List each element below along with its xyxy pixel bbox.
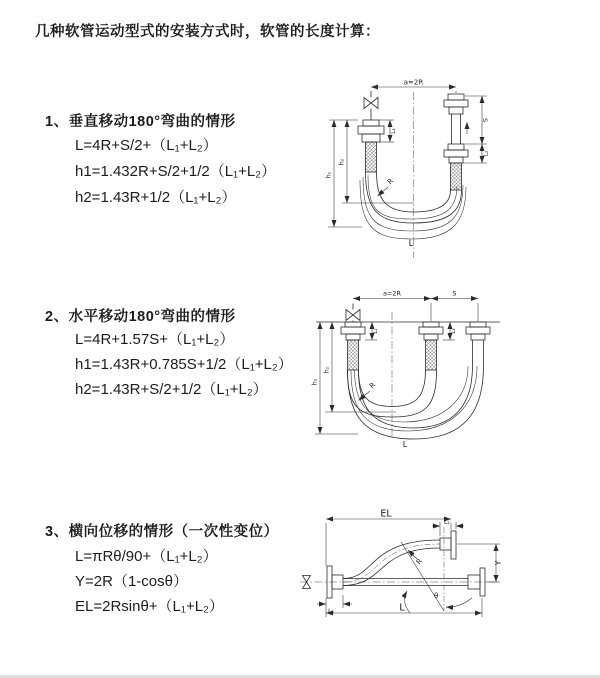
dim-label-l2: L₂: [482, 150, 490, 157]
right-pipe-fitting: [466, 322, 490, 366]
braided-hose-left: [366, 142, 377, 172]
dim-l: [326, 598, 482, 617]
dim-label-s: S: [452, 289, 457, 298]
dim-label-h1: h₁: [325, 171, 333, 179]
valve-icon: [364, 91, 378, 120]
dim-label-s: S: [481, 117, 490, 123]
braided-hose-right: [451, 163, 462, 190]
section-1-formula-L: L=4R+S/2+（L₁+L₂）: [75, 137, 218, 154]
section-2-formula-h1: h1=1.43R+0.785S+1/2（L₁+L₂）: [75, 356, 293, 373]
dim-label-l1: L₁: [373, 328, 379, 334]
section-1-formula-h1: h1=1.432R+S/2+1/2（L₁+L₂）: [75, 163, 277, 180]
left-pipe-fitting: [358, 120, 384, 172]
braided-hose-middle: [426, 340, 437, 370]
dim-el: [326, 509, 451, 567]
vertical-bend-diagram: [316, 72, 516, 262]
dim-label-theta: θ: [434, 592, 439, 600]
dim-h1-h2: [312, 322, 397, 434]
dim-label-a2r: a=2R: [382, 289, 402, 298]
braided-hose-left: [348, 340, 359, 370]
section-2-heading: 2、水平移动180°弯曲的情形: [45, 309, 236, 325]
dim-label-h1: h₁: [311, 378, 319, 386]
radius-callout: [378, 177, 396, 196]
section-1-formula-h2: h2=1.43R+1/2（L₁+L₂）: [75, 189, 237, 206]
displaced-hose: [343, 531, 456, 586]
horizontal-bend-diagram: [308, 284, 598, 469]
dim-label-l: L: [399, 602, 405, 614]
dim-label-el: EL: [380, 508, 392, 520]
dim-label-r: R: [386, 177, 396, 187]
section-3-formula-Y: Y=2R（1-cosθ）: [75, 573, 188, 590]
section-2-formula-h2: h2=1.43R+S/2+1/2（L₁+L₂）: [75, 381, 268, 398]
lateral-displacement-diagram: [298, 505, 598, 665]
hose-u-bends: [348, 366, 484, 439]
section-3-formula-L: L=πRθ/90+（L₁+L₂）: [75, 548, 218, 565]
section-2-formula-L: L=4R+1.57S+（L₁+L₂）: [75, 331, 235, 348]
left-pipe-fitting: [341, 322, 365, 370]
dim-label-l2: L₂: [451, 328, 457, 334]
section-1-heading: 1、垂直移动180°弯曲的情形: [45, 114, 236, 130]
dim-l2: [432, 519, 464, 536]
valve-icon: [346, 304, 360, 323]
page-title: 几种软管运动型式的安装方式时，软管的长度计算：: [35, 24, 380, 40]
dim-label-a2r: a=2R: [403, 78, 424, 87]
dim-label-y: Y: [494, 560, 503, 566]
dim-label-h2: h₂: [338, 158, 346, 166]
dim-label-l2: L₂: [444, 519, 450, 526]
dim-label-l1: L₁: [328, 607, 335, 615]
dim-label-h2: h₂: [323, 366, 331, 374]
dim-l1: [379, 120, 397, 142]
dim-label-r: R: [368, 381, 378, 391]
section-3-heading: 3、横向位移的情形（一次性变位）: [45, 524, 279, 540]
dim-label-l: L: [402, 440, 408, 449]
dim-l1: [317, 595, 352, 615]
radius-callout: [408, 550, 424, 566]
section-3-formula-EL: EL=2Rsinθ+（L₁+L₂）: [75, 598, 224, 615]
dim-a2r: [371, 79, 456, 94]
dim-label-l1: L₁: [390, 128, 397, 134]
dim-label-l: L: [408, 239, 414, 249]
right-pipe-fitting: [444, 94, 468, 190]
middle-pipe-fitting: [419, 322, 443, 370]
dim-a2r-s: [353, 290, 478, 322]
dim-l2: [443, 322, 457, 340]
dim-l1: [365, 322, 379, 340]
dim-label-r: R: [414, 557, 425, 567]
